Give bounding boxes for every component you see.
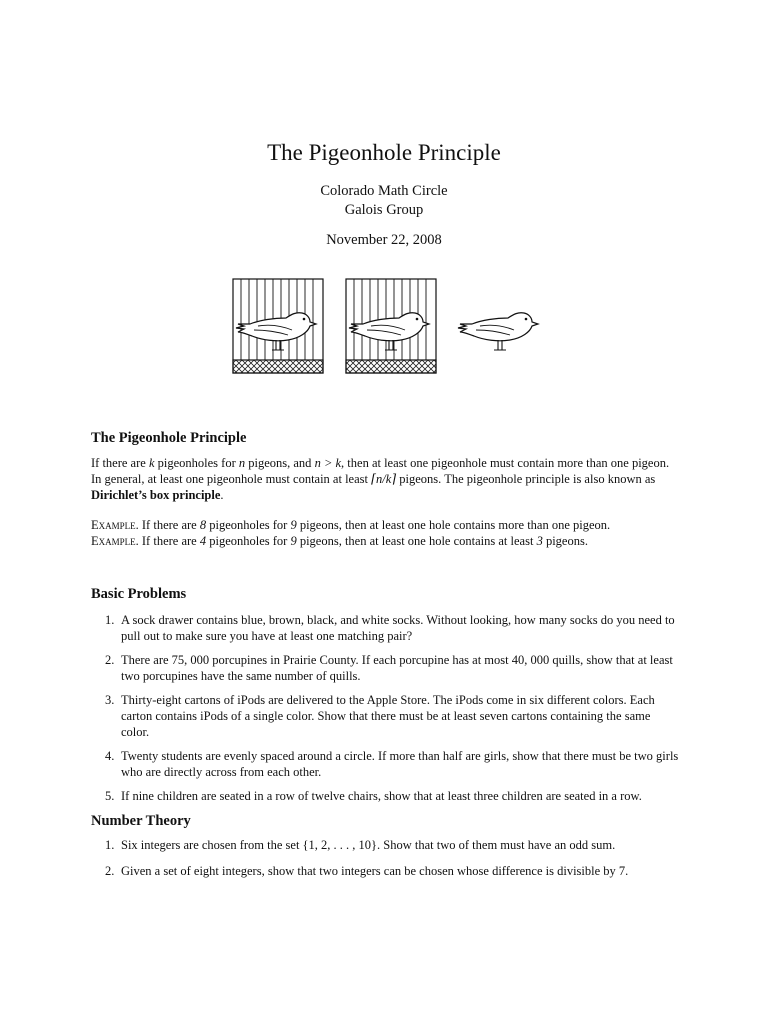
- problem-item: 2. Given a set of eight integers, show that two integers can be chosen whose difference is divisible by 7.: [105, 864, 629, 878]
- problem-item: 1. A sock drawer contains blue, brown, black, and white socks. Without looking, how many socks do you need to pull out to make sure you have at least one matching pair?: [105, 613, 675, 643]
- organization: Colorado Math Circle: [320, 183, 448, 199]
- cage-right: [346, 279, 436, 373]
- problem-item: 5. If nine children are seated in a row of twelve chairs, show that at least three children are seated in a row.: [105, 789, 642, 803]
- principle-statement: If there are k pigeonholes for n pigeons, and n > k, then at least one pigeonhole must contain more than one pigeon. In general, at least one pigeonhole must contain at least ⌈n/k⌉ pigeons. The pigeonhole principle is also known as Dirichlet’s box principle.: [91, 456, 670, 502]
- page-title: The Pigeonhole Principle: [267, 140, 501, 165]
- pigeonhole-illustration: [230, 276, 540, 378]
- number-theory-list: [91, 837, 681, 879]
- pigeon-free: [458, 313, 538, 350]
- group-name: Galois Group: [344, 202, 424, 218]
- examples: Example. If there are 8 pigeonholes for 9 pigeons, then at least one hole contains more than one pigeon. Example. If there are 4 pigeonholes for 9 pigeons, then at least one hole contains at least 3 pigeons.: [91, 518, 611, 548]
- dirichlet-term: Dirichlet’s box principle: [91, 488, 221, 502]
- problem-item: 1. Six integers are chosen from the set {1, 2, . . . , 10}. Show that two of them must have an odd sum.: [105, 838, 616, 852]
- problem-item: 2. There are 75, 000 porcupines in Prairie County. If each porcupine has at most 40, 000 quills, show that at least two porcupines have the same number of quills.: [105, 653, 673, 683]
- basic-problems-list: [91, 612, 681, 804]
- problem-item: 3. Thirty-eight cartons of iPods are delivered to the Apple Store. The iPods come in six different colors. Each carton contains iPods of a single color. Show that there must be at least seven cartons containing the same color.: [105, 693, 655, 739]
- cage-left: [233, 279, 323, 373]
- date: November 22, 2008: [326, 232, 442, 248]
- section-heading-basic: Basic Problems: [91, 586, 187, 602]
- section-heading-number-theory: Number Theory: [91, 813, 191, 829]
- section-heading-principle: The Pigeonhole Principle: [91, 430, 247, 446]
- problem-item: 4. Twenty students are evenly spaced around a circle. If more than half are girls, show that there must be two girls who are directly across from each other.: [105, 749, 679, 779]
